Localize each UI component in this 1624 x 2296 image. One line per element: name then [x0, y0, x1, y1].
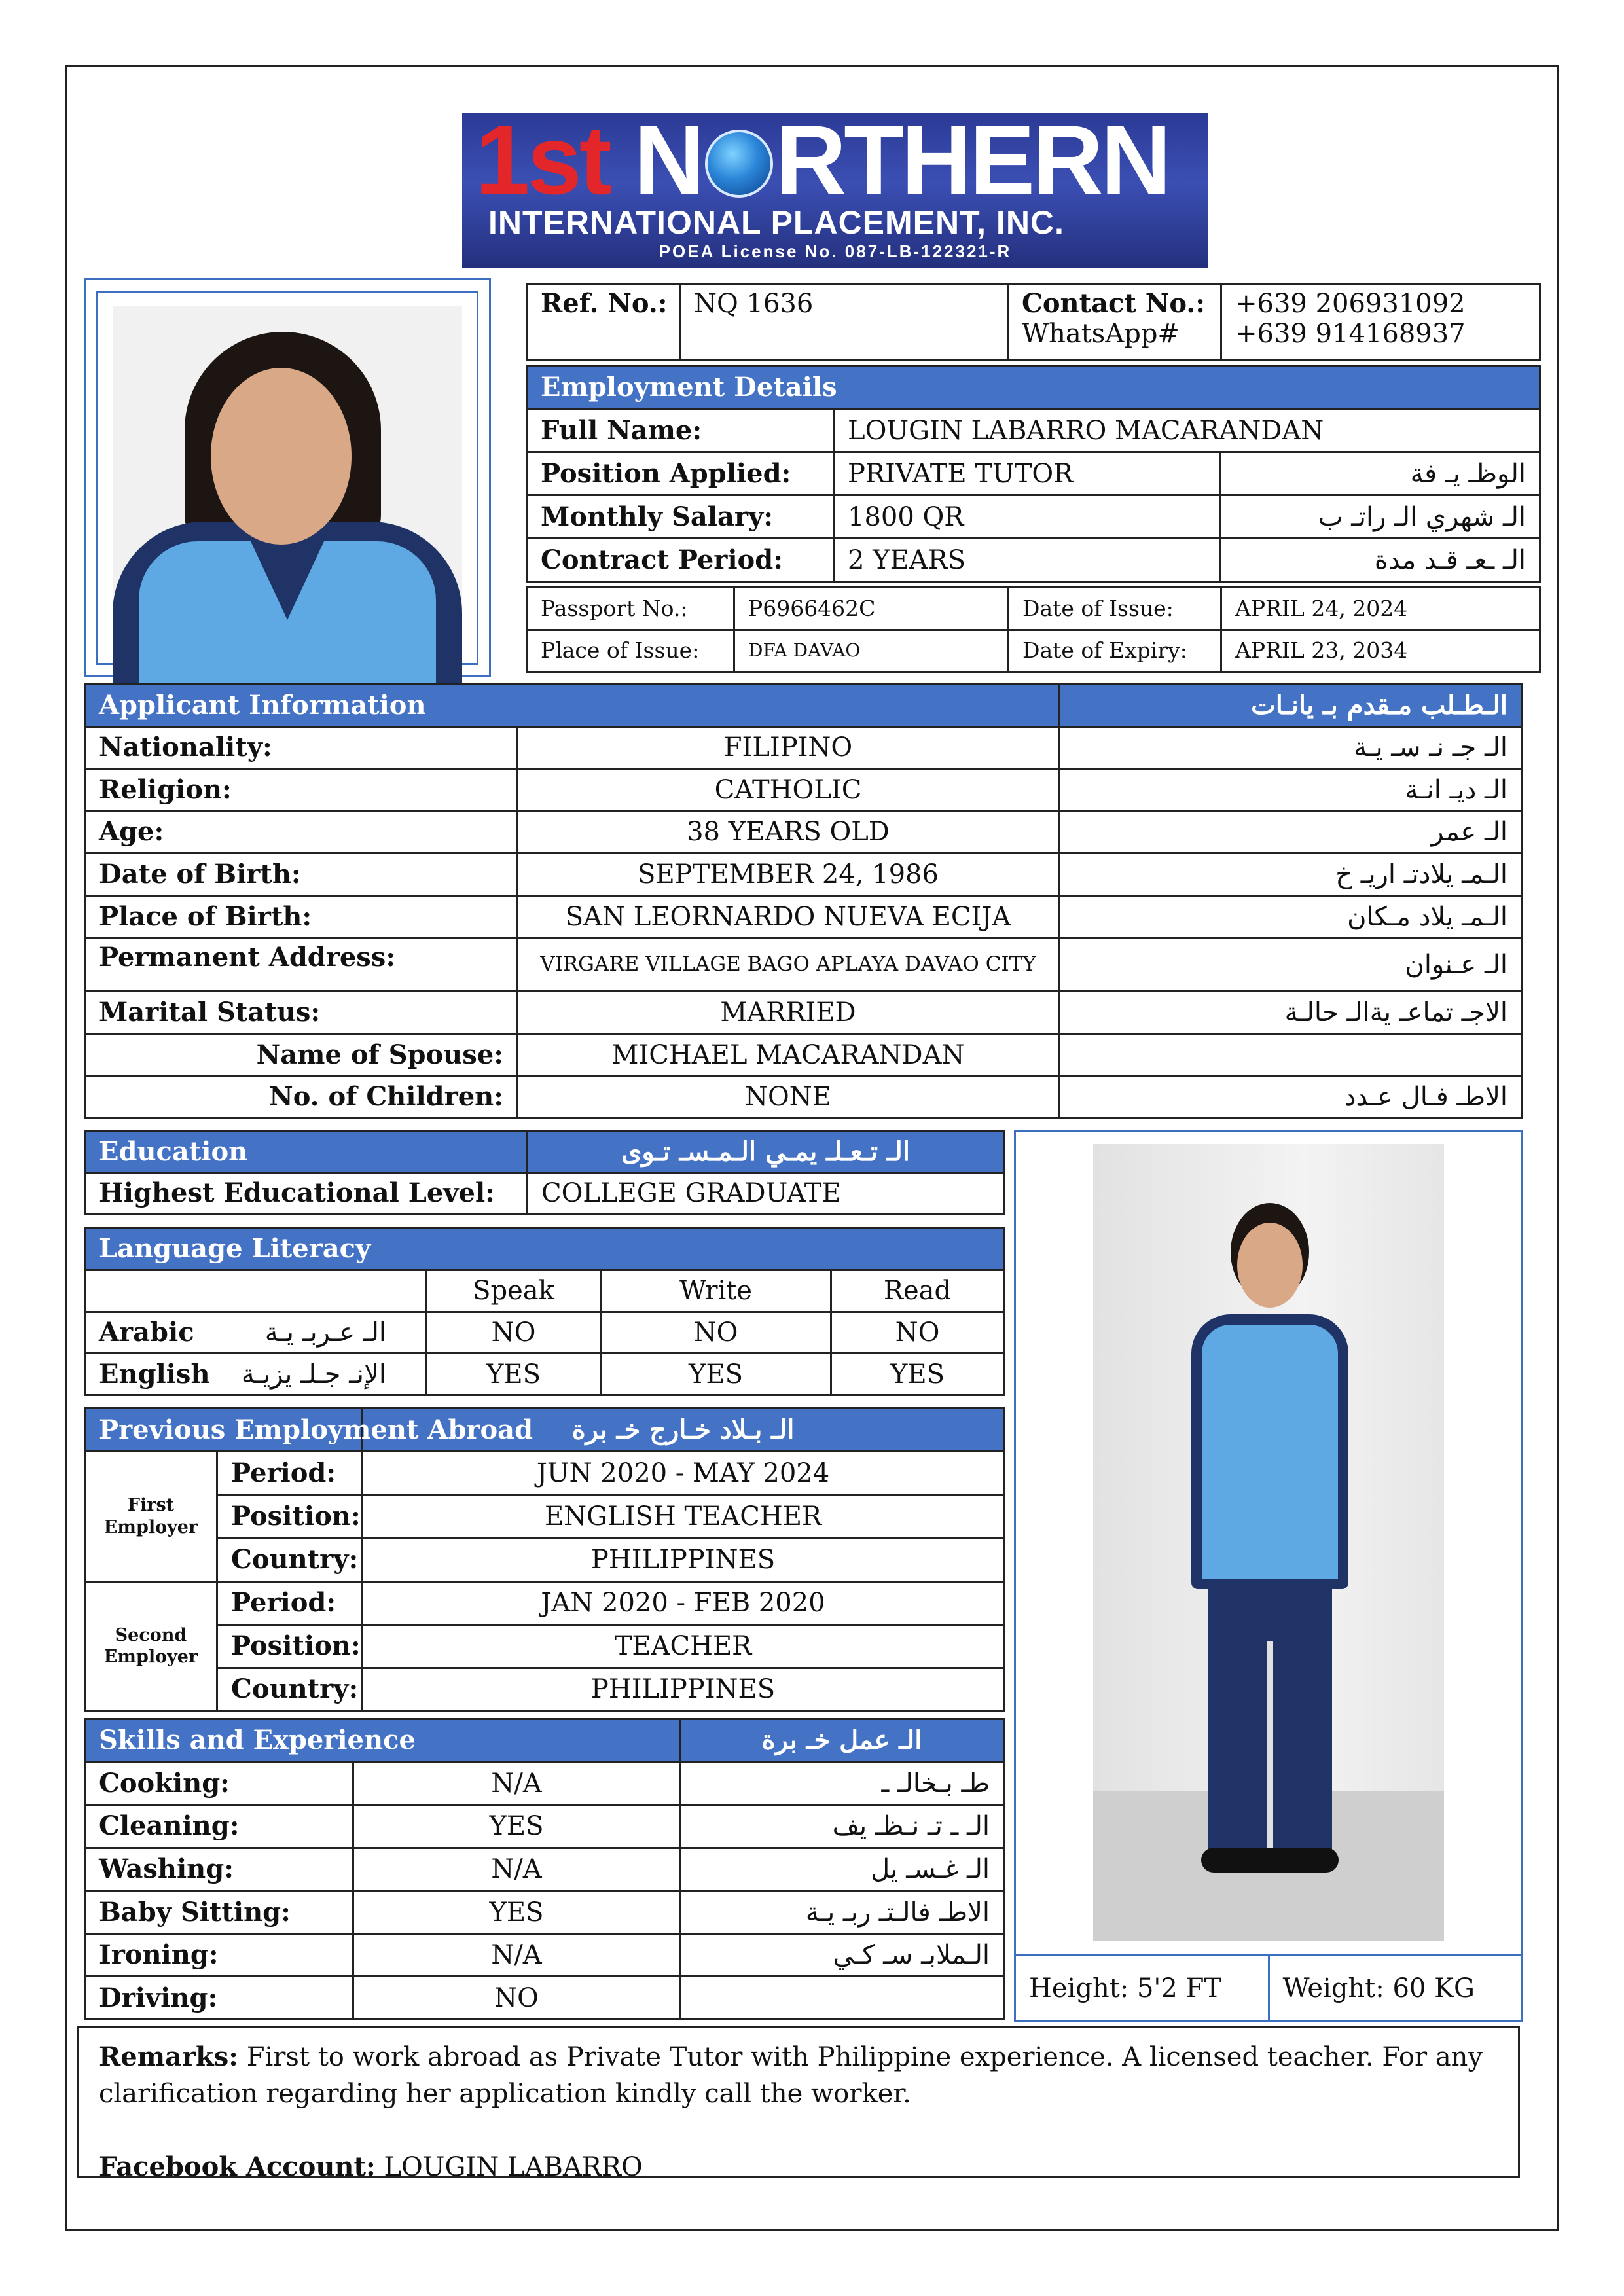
religion-value: CATHOLIC [518, 769, 1059, 812]
second-country-value: PHILIPPINES [363, 1668, 1004, 1711]
salary-label: Monthly Salary: [527, 495, 834, 539]
contact-value: +639 206931092 [1235, 289, 1466, 319]
remarks-label: Remarks: [99, 2041, 239, 2072]
cleaning-arabic: الـ ـ تـ نـظـ يف [680, 1805, 1004, 1848]
contact-labels [1008, 284, 1221, 361]
skills-header: Skills and Experience [85, 1719, 680, 1763]
second-employer-label: Second Employer [85, 1581, 217, 1711]
previous-header: Previous Employment Abroad [85, 1408, 363, 1452]
english-write: YES [601, 1354, 831, 1395]
address-label: Permanent Address: [85, 938, 518, 992]
second-period-value: JAN 2020 - FEB 2020 [363, 1581, 1004, 1624]
birth-date-value: SEPTEMBER 24, 1986 [518, 853, 1059, 896]
spouse-arabic [1059, 1033, 1522, 1076]
address-arabic: الـ عـنوان [1059, 938, 1522, 992]
children-arabic: الاطـ فـال عـدد [1059, 1076, 1522, 1119]
ref-contact-table [526, 283, 1541, 361]
ironing-arabic: الـملابـ سـ كـي [680, 1933, 1004, 1977]
birth-place-value: SAN LEORNARDO NUEVA ECIJA [518, 895, 1059, 938]
spouse-label: Name of Spouse: [85, 1033, 518, 1076]
english-language-label: English الإنـ جـلـ يزيـة [85, 1354, 427, 1395]
first-employer-label: First Employer [85, 1452, 217, 1581]
first-position-label: Position: [217, 1495, 363, 1538]
ironing-label: Ironing: [85, 1933, 353, 1977]
ref-label: Ref. No.: [527, 284, 680, 361]
washing-label: Washing: [85, 1848, 353, 1891]
remarks-text: First to work abroad as Private Tutor with Philippine experience. A licensed teacher. For any clarification regarding her application kindly call the worker. [99, 2042, 1483, 2109]
issue-date-label: Date of Issue: [1009, 588, 1221, 630]
issue-date-value: APRIL 24, 2024 [1221, 588, 1540, 630]
portrait-photo-frame [84, 278, 491, 677]
applicant-table [84, 683, 1523, 1119]
contact-label: Contact No.: [1022, 288, 1205, 319]
baby-sitting-value: YES [353, 1891, 680, 1934]
washing-arabic: الـ غـسـ يل [680, 1848, 1004, 1891]
address-value: VIRGARE VILLAGE BAGO APLAYA DAVAO CITY [518, 938, 1059, 992]
nationality-label: Nationality: [85, 726, 518, 769]
nationality-value: FILIPINO [518, 726, 1059, 769]
contract-value: 2 YEARS [834, 539, 1220, 582]
passport-no-value: P6966462C [734, 588, 1009, 630]
height-value: Height: 5'2 FT [1016, 1955, 1269, 2021]
facebook-label: Facebook Account: [99, 2151, 376, 2182]
position-value: PRIVATE TUTOR [834, 452, 1220, 495]
passport-table [526, 586, 1541, 673]
children-label: No. of Children: [85, 1076, 518, 1119]
birth-place-arabic: الـمـ يلاد مـكان [1059, 895, 1522, 938]
first-country-value: PHILIPPINES [363, 1538, 1004, 1581]
expiry-label: Date of Expiry: [1009, 630, 1221, 672]
passport-no-label: Passport No.: [527, 588, 734, 630]
marital-status-label: Marital Status: [85, 992, 518, 1034]
driving-arabic [680, 1977, 1004, 2020]
previous-employment-table [84, 1407, 1005, 1712]
education-level-value: COLLEGE GRADUATE [528, 1173, 1004, 1214]
language-blank [85, 1270, 427, 1312]
birth-place-label: Place of Birth: [85, 895, 518, 938]
washing-value: N/A [353, 1848, 680, 1891]
education-header: Education [85, 1132, 528, 1173]
cooking-value: N/A [353, 1762, 680, 1805]
marital-status-value: MARRIED [518, 992, 1059, 1034]
logo-name-b: RTHERN [775, 105, 1169, 215]
read-header: Read [831, 1270, 1004, 1312]
position-arabic: الوظـ يـ فة [1220, 452, 1540, 495]
second-position-label: Position: [217, 1624, 363, 1668]
facebook-value: LOUGIN LABARRO [384, 2152, 643, 2182]
age-arabic: الـ عمر [1059, 811, 1522, 853]
religion-arabic: الـ ديـ انـة [1059, 769, 1522, 812]
arabic-read: NO [831, 1312, 1004, 1354]
second-period-label: Period: [217, 1581, 363, 1624]
contract-label: Contract Period: [527, 539, 834, 582]
cleaning-value: YES [353, 1805, 680, 1848]
full-name-value: LOUGIN LABARRO MACARANDAN [834, 409, 1540, 452]
place-of-issue-value: DFA DAVAO [734, 630, 1009, 672]
full-body-photo [1093, 1144, 1444, 1941]
second-position-value: TEACHER [363, 1624, 1004, 1668]
weight-value: Weight: 60 KG [1269, 1955, 1521, 2021]
children-value: NONE [518, 1076, 1059, 1119]
first-country-label: Country: [217, 1538, 363, 1581]
baby-sitting-label: Baby Sitting: [85, 1891, 353, 1934]
skills-header-arabic: الـ عمل خـ برة [680, 1719, 1004, 1763]
applicant-header: Applicant Information [85, 685, 1059, 727]
religion-label: Religion: [85, 769, 518, 812]
cooking-label: Cooking: [85, 1762, 353, 1805]
cleaning-label: Cleaning: [85, 1805, 353, 1848]
english-read: YES [831, 1354, 1004, 1395]
whatsapp-value: +639 914168937 [1235, 319, 1466, 349]
driving-value: NO [353, 1977, 680, 2020]
ref-value: NQ 1636 [680, 284, 1008, 361]
birth-date-label: Date of Birth: [85, 853, 518, 896]
agency-logo [462, 105, 1208, 268]
logo-subtitle: INTERNATIONAL PLACEMENT, INC. [488, 204, 1064, 241]
marital-status-arabic: الاجـ تماعـ يةالـ حالـة [1059, 992, 1522, 1034]
logo-name-a: N [634, 105, 702, 215]
cooking-arabic: طـ بـخالـ ـ [680, 1762, 1004, 1805]
driving-label: Driving: [85, 1977, 353, 2020]
baby-sitting-arabic: الاطـ فالـتـ ربـ يـة [680, 1891, 1004, 1934]
first-period-value: JUN 2020 - MAY 2024 [363, 1452, 1004, 1495]
place-of-issue-label: Place of Issue: [527, 630, 734, 672]
spouse-value: MICHAEL MACARANDAN [518, 1033, 1059, 1076]
employment-header: Employment Details [527, 366, 1540, 409]
age-label: Age: [85, 811, 518, 853]
portrait-photo [113, 306, 462, 650]
arabic-write: NO [601, 1312, 831, 1354]
expiry-value: APRIL 23, 2034 [1221, 630, 1540, 672]
employment-table [526, 365, 1541, 583]
education-level-label: Highest Educational Level: [85, 1173, 528, 1214]
globe-icon [705, 130, 773, 198]
logo-prefix: 1st [475, 105, 609, 215]
full-body-photo-frame [1014, 1130, 1523, 2022]
salary-arabic: الـ شهري الـ راتـ ب [1220, 495, 1540, 539]
height-weight-table [1016, 1954, 1521, 2020]
applicant-header-arabic: الـطـلب مـقدم بـ يانـات [1059, 685, 1522, 727]
english-speak: YES [427, 1354, 601, 1395]
language-header: Language Literacy [85, 1229, 1004, 1270]
age-value: 38 YEARS OLD [518, 811, 1059, 853]
position-label: Position Applied: [527, 452, 834, 495]
first-period-label: Period: [217, 1452, 363, 1495]
skills-table [84, 1718, 1005, 2020]
contract-arabic: الـ ـعـ قـد مدة [1220, 539, 1540, 582]
ironing-value: N/A [353, 1933, 680, 1977]
write-header: Write [601, 1270, 831, 1312]
education-table [84, 1130, 1005, 1215]
language-table [84, 1227, 1005, 1396]
birth-date-arabic: الـمـ يلادتـ اريـ خ [1059, 853, 1522, 896]
arabic-language-label: Arabic الـ عـربـ يـة [85, 1312, 427, 1354]
contact-values [1221, 284, 1540, 361]
full-name-label: Full Name: [527, 409, 834, 452]
arabic-speak: NO [427, 1312, 601, 1354]
speak-header: Speak [427, 1270, 601, 1312]
previous-header-arabic: الـ بـلاد خـارج خـ برة [363, 1408, 1004, 1452]
salary-value: 1800 QR [834, 495, 1220, 539]
nationality-arabic: الـ جـ نـ سـ يـة [1059, 726, 1522, 769]
second-country-label: Country: [217, 1668, 363, 1711]
first-position-value: ENGLISH TEACHER [363, 1495, 1004, 1538]
education-header-arabic: الـ تـعـلـ يمـي الـمـسـ تـوى [528, 1132, 1004, 1173]
logo-license: POEA License No. 087-LB-122321-R [659, 242, 1012, 261]
whatsapp-label: WhatsApp# [1022, 319, 1180, 349]
remarks-box [77, 2026, 1520, 2182]
